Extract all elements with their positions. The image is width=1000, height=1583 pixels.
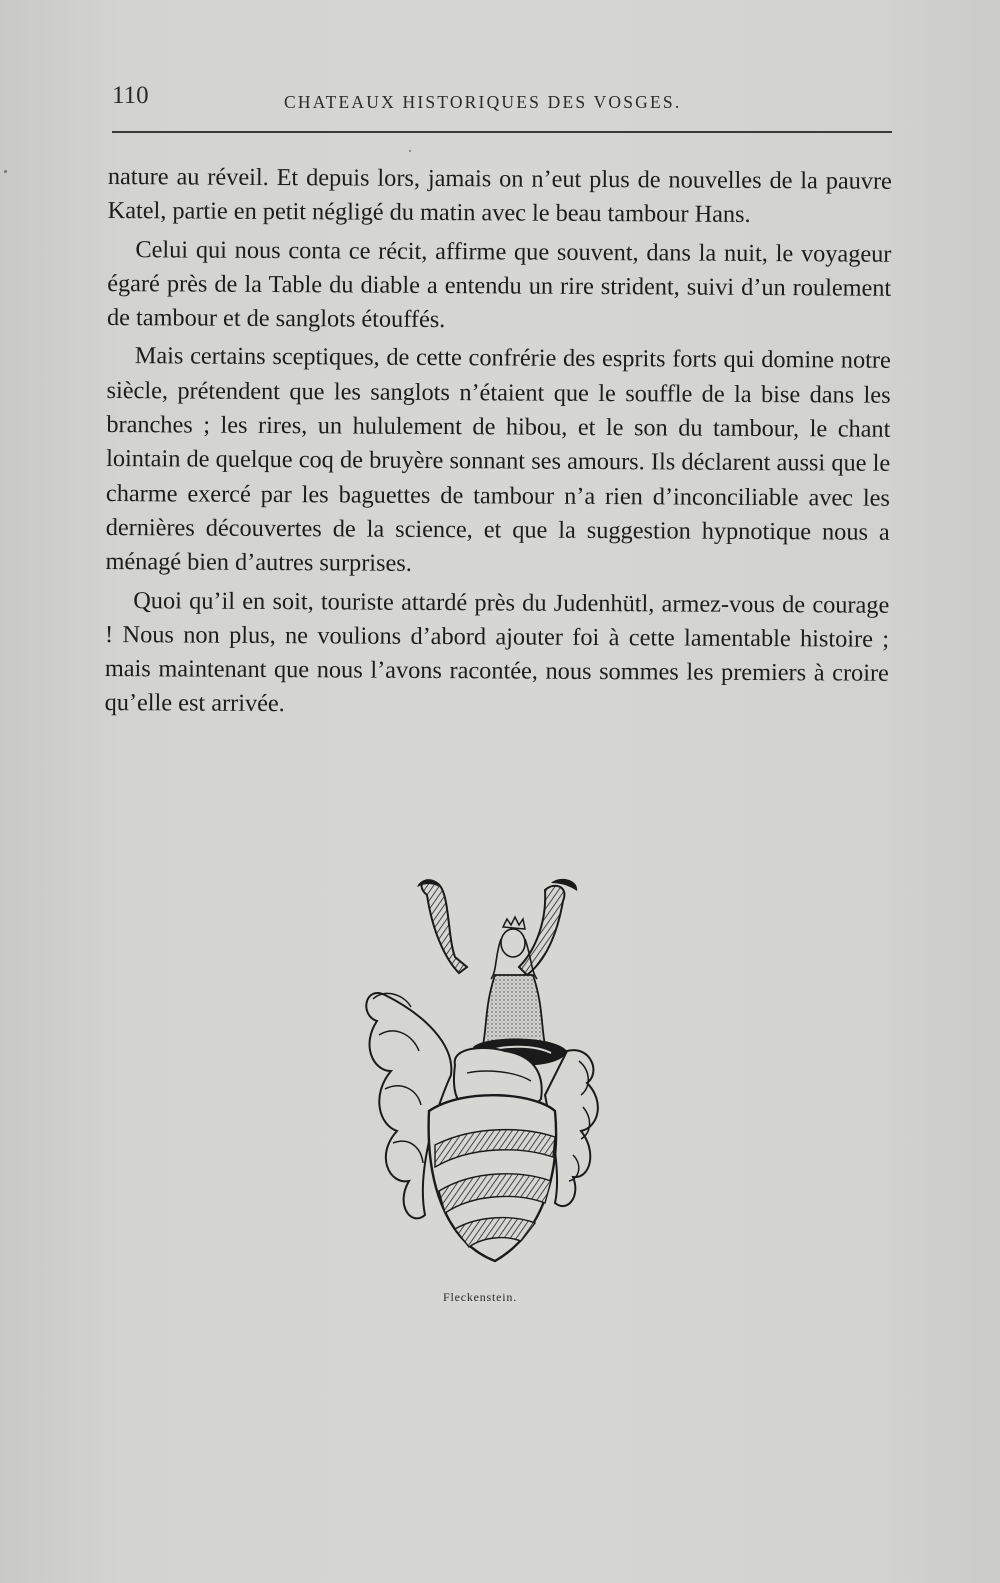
paragraph-1: nature au réveil. Et depuis lors, jamais on n’eut plus de nouvelles de la pauvre Katel, partie en petit négligé du matin avec le beau tambour Hans.	[107, 162, 892, 229]
paragraph-4: Quoi qu’il en soit, touriste attardé près du Judenhütl, armez-vous de courage ! Nous non plus, ne voulions d’abord ajouter foi à cette lamentable histoire ; mais maintenant que nous l’avons racontée, nous sommes les premiers à croire qu’elle est arrivée.	[104, 586, 890, 718]
coat-of-arms-illustration	[355, 875, 605, 1270]
paragraph-3: Mais certains sceptiques, de cette confrérie des esprits forts qui domine notre siècle, prétendent que les sanglots n’étaient que le souffle de la bise dans les branches ; les rires, un hululement de hibou, et le son du tambour, le chant lointain de quelque coq de bruyère sonnant ses amours. Ils déclarent aussi que le charme exercé par les baguettes de tambour n’a rien d’inconciliable avec les dernières découvertes de la science, et que la suggestion hypnotique nous a ménagé bien d’autres surprises.	[105, 342, 891, 578]
page-header	[112, 80, 892, 120]
header-rule	[112, 131, 892, 133]
page-number: 110	[112, 82, 149, 109]
figure-caption: Fleckenstein.	[442, 1290, 518, 1304]
paragraph-2: Celui qui nous conta ce récit, affirme que souvent, dans la nuit, le voyageur égaré près de la Table du diable a entendu un rire strident, suivi d’un roulement de tambour et de sanglots étouffés.	[106, 235, 892, 334]
body-text	[105, 160, 892, 726]
paper-speck	[4, 170, 7, 173]
paper-speck	[409, 150, 411, 152]
running-head: CHATEAUX HISTORIQUES DES VOSGES.	[284, 92, 682, 112]
